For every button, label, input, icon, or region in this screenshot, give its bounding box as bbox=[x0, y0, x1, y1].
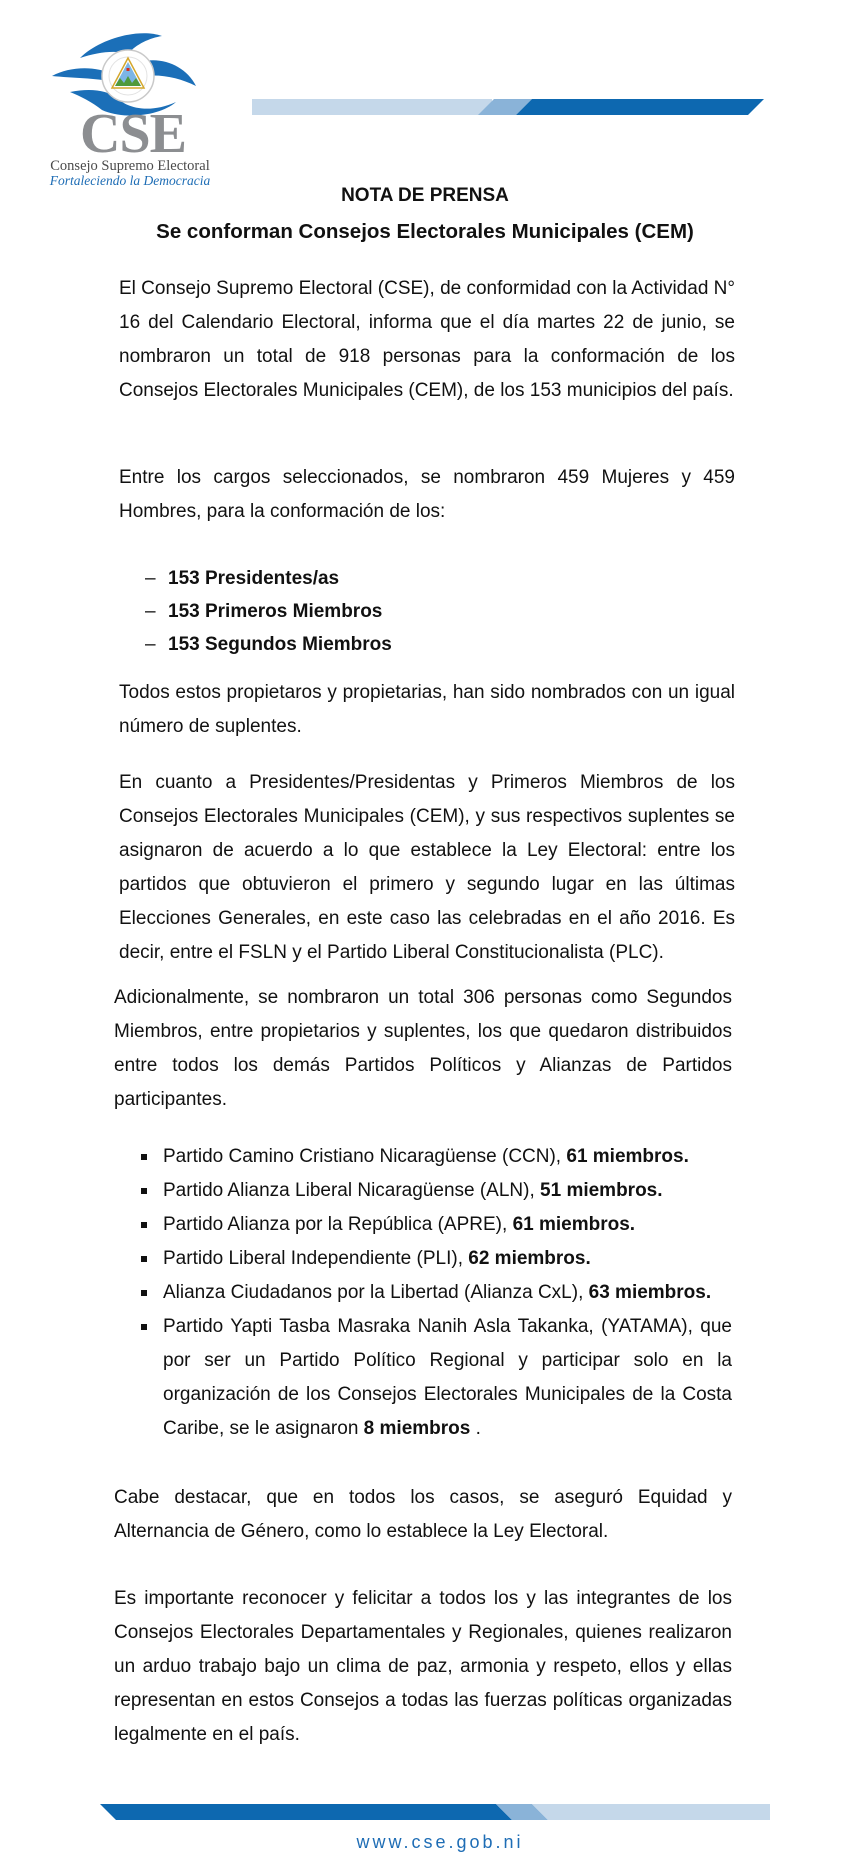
positions-list bbox=[119, 562, 719, 661]
square-bullet bbox=[141, 1290, 147, 1296]
list-item: – 153 Primeros Miembros bbox=[119, 595, 719, 628]
list-item: Alianza Ciudadanos por la Libertad (Alianza CxL), 63 miembros. bbox=[114, 1276, 732, 1310]
page-title: Se conforman Consejos Electorales Municipales (CEM) bbox=[156, 220, 694, 243]
square-bullet bbox=[141, 1256, 147, 1262]
list-item: – 153 Presidentes/as bbox=[119, 562, 719, 595]
paragraph-intro: El Consejo Supremo Electoral (CSE), de conformidad con la Actividad N° 16 del Calendario Electoral, informa que el día martes 22 de junio, se nombraron un total de 918 personas para la conformación de los Consejos Electorales Municipales (CEM), de los 153 municipios del país. bbox=[119, 278, 735, 401]
parties-list bbox=[114, 1140, 732, 1446]
list-item: Partido Alianza por la República (APRE), 61 miembros. bbox=[114, 1208, 732, 1242]
square-bullet bbox=[141, 1188, 147, 1194]
paragraph-gender: Entre los cargos seleccionados, se nombraron 459 Mujeres y 459 Hombres, para la conformación de los: bbox=[119, 467, 735, 522]
paragraph-second-members: Adicionalmente, se nombraron un total 306 personas como Segundos Miembros, entre propietarios y suplentes, los que quedaron distribuidos entre todos los demás Partidos Políticos y Alianzas de Partidos participantes. bbox=[114, 987, 732, 1110]
square-bullet bbox=[141, 1154, 147, 1160]
square-bullet bbox=[141, 1324, 147, 1330]
square-bullet bbox=[141, 1222, 147, 1228]
dash-bullet: – bbox=[145, 601, 156, 622]
footer-stripe bbox=[100, 1804, 772, 1820]
dash-bullet: – bbox=[145, 568, 156, 589]
paragraph-recognition: Es importante reconocer y felicitar a todos los y las integrantes de los Consejos Electorales Departamentales y Regionales, quienes realizaron un arduo trabajo bajo un clima de paz, armonia y respeto, ellos y ellas representan en estos Consejos a todas las fuerzas políticas organizadas legalmente en el país. bbox=[114, 1588, 732, 1745]
press-note-label: NOTA DE PRENSA bbox=[341, 185, 509, 206]
list-item: Partido Liberal Independiente (PLI), 62 miembros. bbox=[114, 1242, 732, 1276]
paragraph-equity: Cabe destacar, que en todos los casos, se aseguró Equidad y Alternancia de Género, como lo establece la Ley Electoral. bbox=[114, 1487, 732, 1542]
logo-tagline: Fortaleciendo la Democracia bbox=[49, 173, 211, 188]
website-link[interactable]: www.cse.gob.ni bbox=[356, 1832, 524, 1852]
logo-acronym: CSE bbox=[80, 103, 186, 165]
header-stripe bbox=[252, 99, 772, 115]
dash-bullet: – bbox=[145, 634, 156, 655]
list-item: Partido Yapti Tasba Masraka Nanih Asla Takanka, (YATAMA), que por ser un Partido Político Regional y participar solo en la organización de los Consejos Electorales Municipales de la Costa Caribe, se le asignaron 8 miembros . bbox=[114, 1310, 732, 1446]
list-item: Partido Alianza Liberal Nicaragüense (ALN), 51 miembros. bbox=[114, 1174, 732, 1208]
paragraph-substitutes: Todos estos propietaros y propietarias, han sido nombrados con un igual número de suplentes. bbox=[119, 682, 735, 737]
list-item: Partido Camino Cristiano Nicaragüense (CCN), 61 miembros. bbox=[114, 1140, 732, 1174]
paragraph-assignment: En cuanto a Presidentes/Presidentas y Primeros Miembros de los Consejos Electorales Municipales (CEM), y sus respectivos suplentes se asignaron de acuerdo a lo que establece la Ley Electoral: entre los partidos que obtuvieron el primero y segundo lugar en las últimas Elecciones Generales, en este caso las celebradas en el año 2016. Es decir, entre el FSLN y el Partido Liberal Constitucionalista (PLC). bbox=[119, 772, 735, 963]
logo-name: Consejo Supremo Electoral bbox=[50, 158, 210, 174]
cse-logo bbox=[40, 28, 220, 193]
list-item: – 153 Segundos Miembros bbox=[119, 628, 719, 661]
